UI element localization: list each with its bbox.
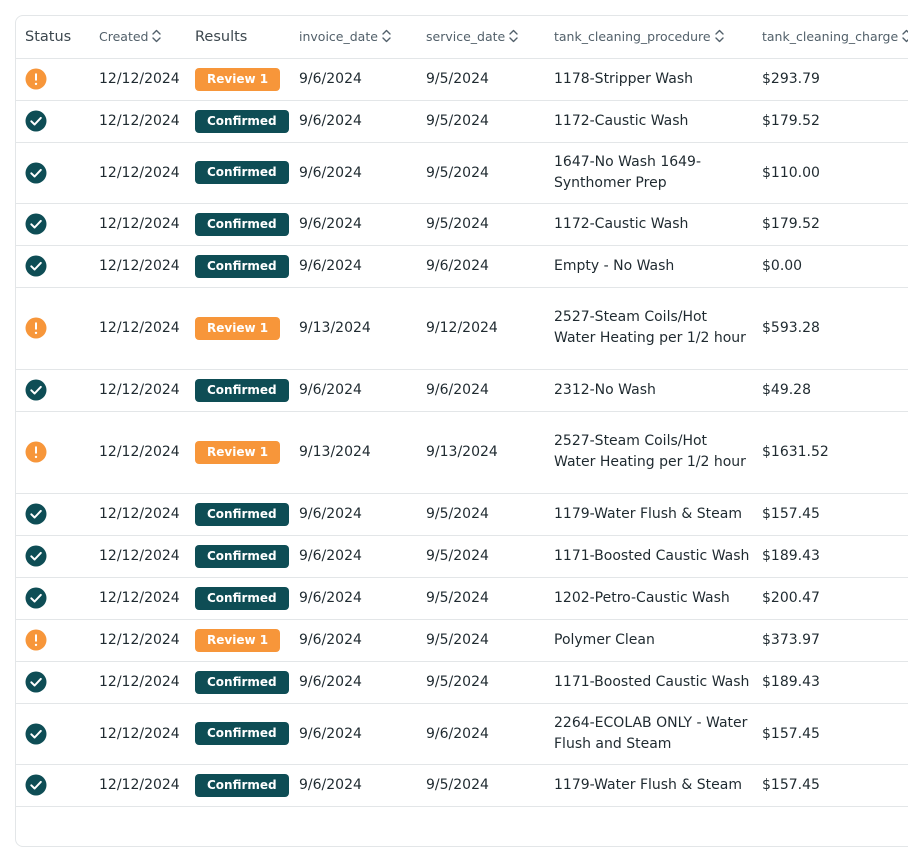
result-badge[interactable]: Confirmed (195, 722, 289, 745)
tank-cleaning-charge-cell: $373.97 (762, 632, 820, 648)
tank-cleaning-charge-cell: $189.43 (762, 674, 820, 690)
tank-cleaning-procedure-cell: 1647-No Wash 1649-Synthomer Prep (554, 153, 701, 191)
service-date-cell: 9/5/2024 (426, 777, 489, 793)
status-cell (16, 411, 99, 493)
results-cell (195, 203, 299, 245)
check-circle-icon (25, 774, 47, 796)
service-date-cell: 9/5/2024 (426, 506, 489, 522)
results-table-card (15, 15, 908, 847)
table-body (16, 58, 908, 806)
check-circle-icon (25, 379, 47, 401)
tank-cleaning-charge-cell: $0.00 (762, 258, 803, 274)
tank-cleaning-procedure-cell: Empty - No Wash (554, 257, 675, 274)
tank-cleaning-charge-cell: $49.28 (762, 382, 811, 398)
created-cell: 12/12/2024 (99, 320, 180, 336)
service-date-cell: 9/6/2024 (426, 382, 489, 398)
table-row[interactable] (16, 411, 908, 493)
created-cell: 12/12/2024 (99, 506, 180, 522)
result-badge[interactable]: Confirmed (195, 503, 289, 526)
tank-cleaning-charge-cell: $110.00 (762, 164, 820, 181)
tank-cleaning-charge-cell: $179.52 (762, 113, 820, 129)
column-header-created[interactable] (99, 16, 195, 58)
result-badge[interactable]: Review 1 (195, 441, 280, 464)
created-cell: 12/12/2024 (99, 632, 180, 648)
column-header-status (16, 16, 99, 58)
service-date-cell: 9/5/2024 (426, 674, 489, 690)
service-date-cell: 9/5/2024 (426, 71, 489, 87)
check-circle-icon (25, 110, 47, 132)
sort-chevrons-icon[interactable] (714, 29, 725, 43)
service-date-cell: 9/6/2024 (426, 725, 489, 742)
result-badge[interactable]: Confirmed (195, 774, 289, 797)
invoice-date-cell: 9/6/2024 (299, 674, 362, 690)
column-header-results (195, 16, 299, 58)
tank-cleaning-procedure-cell: 2527-Steam Coils/Hot Water Heating per 1/2 hour (554, 309, 746, 346)
column-header-label: Status (25, 28, 72, 45)
invoice-date-cell: 9/6/2024 (299, 725, 362, 742)
results-cell (195, 577, 299, 619)
exclamation-circle-icon (25, 629, 47, 651)
result-badge[interactable]: Confirmed (195, 379, 289, 402)
invoice-date-cell: 9/6/2024 (299, 382, 362, 398)
status-cell (16, 661, 99, 703)
sort-chevrons-icon[interactable] (381, 29, 392, 43)
result-badge[interactable]: Confirmed (195, 213, 289, 236)
table-row[interactable] (16, 764, 908, 806)
check-circle-icon (25, 162, 47, 184)
table-row[interactable] (16, 661, 908, 703)
created-cell: 12/12/2024 (99, 674, 180, 690)
sort-chevrons-icon[interactable] (508, 29, 519, 43)
invoice-date-cell: 9/6/2024 (299, 777, 362, 793)
service-date-cell: 9/5/2024 (426, 548, 489, 564)
check-circle-icon (25, 213, 47, 235)
column-header-label: Created (99, 29, 149, 45)
status-cell (16, 203, 99, 245)
status-cell (16, 58, 99, 100)
table-row[interactable] (16, 577, 908, 619)
created-cell: 12/12/2024 (99, 71, 180, 87)
sort-chevrons-icon[interactable] (151, 29, 162, 43)
table-row[interactable] (16, 287, 908, 369)
invoice-date-cell: 9/6/2024 (299, 506, 362, 522)
results-cell (195, 245, 299, 287)
invoice-date-cell: 9/6/2024 (299, 632, 362, 648)
tank-cleaning-procedure-cell: 1178-Stripper Wash (554, 70, 693, 87)
invoice-date-cell: 9/13/2024 (299, 320, 371, 336)
created-cell: 12/12/2024 (99, 725, 180, 742)
table-row[interactable] (16, 245, 908, 287)
results-cell (195, 58, 299, 100)
tank-cleaning-charge-cell: $593.28 (762, 320, 820, 336)
column-header-tank-cleaning-procedure[interactable] (554, 16, 762, 58)
invoice-date-cell: 9/6/2024 (299, 590, 362, 606)
created-cell: 12/12/2024 (99, 113, 180, 129)
column-header-label: tank_cleaning_procedure (554, 29, 711, 45)
tank-cleaning-procedure-cell: 1179-Water Flush & Steam (554, 505, 742, 522)
results-cell (195, 764, 299, 806)
table-row[interactable] (16, 619, 908, 661)
tank-cleaning-procedure-cell: 2527-Steam Coils/Hot Water Heating per 1/2 hour (554, 433, 746, 470)
check-circle-icon (25, 587, 47, 609)
table-row[interactable] (16, 535, 908, 577)
results-cell (195, 619, 299, 661)
status-cell (16, 142, 99, 203)
table-header-row (16, 16, 908, 58)
status-cell (16, 245, 99, 287)
tank-cleaning-charge-cell: $200.47 (762, 590, 820, 606)
column-header-invoice-date[interactable] (299, 16, 426, 58)
results-table (16, 16, 908, 807)
service-date-cell: 9/13/2024 (426, 444, 498, 460)
invoice-date-cell: 9/6/2024 (299, 258, 362, 274)
table-row[interactable] (16, 369, 908, 411)
exclamation-circle-icon (25, 68, 47, 90)
tank-cleaning-procedure-cell: 2264-ECOLAB ONLY - Water Flush and Steam (554, 714, 748, 752)
results-cell (195, 369, 299, 411)
service-date-cell: 9/5/2024 (426, 164, 489, 181)
check-circle-icon (25, 503, 47, 525)
check-circle-icon (25, 255, 47, 277)
exclamation-circle-icon (25, 441, 47, 463)
results-cell (195, 493, 299, 535)
created-cell: 12/12/2024 (99, 164, 180, 181)
status-cell (16, 369, 99, 411)
created-cell: 12/12/2024 (99, 444, 180, 460)
exclamation-circle-icon (25, 317, 47, 339)
status-cell (16, 703, 99, 764)
created-cell: 12/12/2024 (99, 590, 180, 606)
tank-cleaning-charge-cell: $157.45 (762, 725, 820, 742)
result-badge[interactable]: Confirmed (195, 161, 289, 184)
service-date-cell: 9/5/2024 (426, 632, 489, 648)
created-cell: 12/12/2024 (99, 777, 180, 793)
status-cell (16, 535, 99, 577)
tank-cleaning-charge-cell: $157.45 (762, 777, 820, 793)
invoice-date-cell: 9/6/2024 (299, 164, 362, 181)
sort-chevrons-icon[interactable] (901, 29, 908, 43)
created-cell: 12/12/2024 (99, 548, 180, 564)
results-cell (195, 703, 299, 764)
created-cell: 12/12/2024 (99, 258, 180, 274)
column-header-label: service_date (426, 29, 506, 45)
table-row[interactable] (16, 142, 908, 203)
tank-cleaning-charge-cell: $157.45 (762, 506, 820, 522)
check-circle-icon (25, 545, 47, 567)
tank-cleaning-procedure-cell: 1202-Petro-Caustic Wash (554, 589, 730, 606)
result-badge[interactable]: Confirmed (195, 587, 289, 610)
service-date-cell: 9/5/2024 (426, 216, 489, 232)
check-circle-icon (25, 723, 47, 745)
tank-cleaning-procedure-cell: 1171-Boosted Caustic Wash (554, 673, 750, 690)
tank-cleaning-charge-cell: $179.52 (762, 216, 820, 232)
tank-cleaning-procedure-cell: 2312-No Wash (554, 381, 656, 398)
result-badge[interactable]: Review 1 (195, 629, 280, 652)
service-date-cell: 9/5/2024 (426, 113, 489, 129)
tank-cleaning-procedure-cell: Polymer Clean (554, 631, 655, 648)
column-header-tank-cleaning-charge[interactable] (762, 16, 908, 58)
results-cell (195, 287, 299, 369)
result-badge[interactable]: Confirmed (195, 671, 289, 694)
result-badge[interactable]: Review 1 (195, 317, 280, 340)
results-cell (195, 142, 299, 203)
table-row[interactable] (16, 203, 908, 245)
table-row[interactable] (16, 703, 908, 764)
service-date-cell: 9/12/2024 (426, 320, 498, 336)
tank-cleaning-charge-cell: $189.43 (762, 548, 820, 564)
tank-cleaning-charge-cell: $1631.52 (762, 444, 829, 460)
tank-cleaning-procedure-cell: 1172-Caustic Wash (554, 112, 689, 129)
invoice-date-cell: 9/6/2024 (299, 71, 362, 87)
created-cell: 12/12/2024 (99, 382, 180, 398)
result-badge[interactable]: Confirmed (195, 545, 289, 568)
table-row[interactable] (16, 493, 908, 535)
tank-cleaning-procedure-cell: 1179-Water Flush & Steam (554, 776, 742, 793)
table-row[interactable] (16, 100, 908, 142)
column-header-label: Results (195, 28, 248, 45)
invoice-date-cell: 9/6/2024 (299, 113, 362, 129)
status-cell (16, 764, 99, 806)
result-badge[interactable]: Confirmed (195, 255, 289, 278)
tank-cleaning-charge-cell: $293.79 (762, 71, 820, 87)
status-cell (16, 493, 99, 535)
check-circle-icon (25, 671, 47, 693)
results-cell (195, 100, 299, 142)
invoice-date-cell: 9/13/2024 (299, 444, 371, 460)
column-header-label: invoice_date (299, 29, 378, 45)
column-header-label: tank_cleaning_charge (762, 29, 899, 45)
tank-cleaning-procedure-cell: 1171-Boosted Caustic Wash (554, 547, 750, 564)
status-cell (16, 619, 99, 661)
status-cell (16, 577, 99, 619)
tank-cleaning-procedure-cell: 1172-Caustic Wash (554, 215, 689, 232)
service-date-cell: 9/5/2024 (426, 590, 489, 606)
service-date-cell: 9/6/2024 (426, 258, 489, 274)
column-header-service-date[interactable] (426, 16, 554, 58)
invoice-date-cell: 9/6/2024 (299, 548, 362, 564)
table-row[interactable] (16, 58, 908, 100)
results-cell (195, 661, 299, 703)
result-badge[interactable]: Review 1 (195, 68, 280, 91)
results-cell (195, 411, 299, 493)
results-cell (195, 535, 299, 577)
created-cell: 12/12/2024 (99, 216, 180, 232)
invoice-date-cell: 9/6/2024 (299, 216, 362, 232)
status-cell (16, 100, 99, 142)
status-cell (16, 287, 99, 369)
result-badge[interactable]: Confirmed (195, 110, 289, 133)
